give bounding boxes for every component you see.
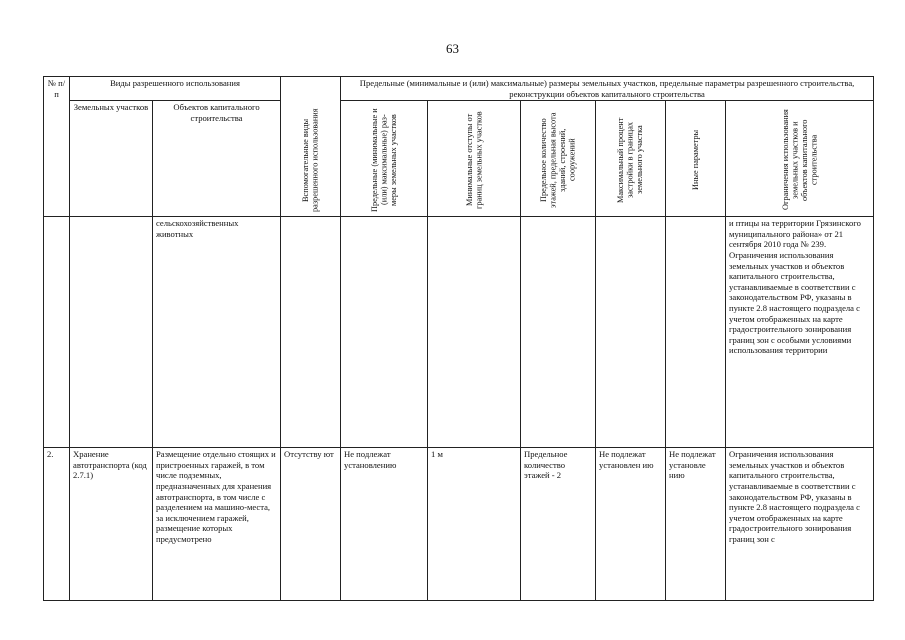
cell-capital: Размещение отдельно стоящих и пристроенных гаражей, в том числе подземных, предназначенных для хранения автотранспорта, в том числе с разделением на машино-места, за исключением гаражей, размещение которых предусмотрено [153,448,281,601]
header-aux-cell [281,77,341,217]
cell-restrictions: и птицы на территории Грязинского муниципального района» от 21 сентября 2010 года № 239. Ограничения использования земельных участков и объектов капитального строительства, устанавливаемые в соответствии с законодательством РФ, указаны в пункте 2.8 настоящего подраздела с учетом отображенных на карте градостроительного зонирования границ зон с особыми условиями использования территории [726,217,874,448]
page-number: 63 [446,41,459,56]
cell-num [44,217,70,448]
header-limit-sizes: Предельные (минимальные и (или) максимальные) раз-меры земельных участков [369,108,398,213]
header-setbacks-cell [428,101,521,217]
header-capital: Объектов капитального строительства [153,101,281,217]
header-other: Иные параметры [690,130,700,191]
cell-aux: Отсутству ют [281,448,341,601]
header-num: № п/п [44,77,70,217]
header-limits-group: Предельные (минимальные и (или) максимальные) размеры земельных участков, предельные параметры разрешенного строительства, реконструкции объектов капитального строительства [341,77,874,101]
header-max-percent-cell [596,101,666,217]
cell-max-percent [596,217,666,448]
header-setbacks: Минимальные отступы от границ земельных участков [464,111,484,210]
header-restrictions: Ограничения использования земельных участков и объектов капитального строительства [780,109,819,211]
table-row [44,217,874,448]
table-row [44,448,874,601]
header-floors-cell [521,101,596,217]
cell-capital: сельскохозяйственных животных [153,217,281,448]
cell-floors: Предельное количество этажей - 2 [521,448,596,601]
cell-aux [281,217,341,448]
header-other-cell [666,101,726,217]
cell-land [70,217,153,448]
cell-other: Не подлежат установле нию [666,448,726,601]
cell-other [666,217,726,448]
cell-land: Хранение автотранспорта (код 2.7.1) [70,448,153,601]
header-row-1 [44,77,874,101]
cell-limit-sizes: Не подлежат установлению [341,448,428,601]
header-max-percent: Максимальный процент застройки в границах земельного участка [616,117,645,203]
zoning-regulations-table [43,76,874,601]
cell-setbacks [428,217,521,448]
header-restrictions-cell [726,101,874,217]
cell-floors [521,217,596,448]
header-limit-sizes-cell [341,101,428,217]
cell-num: 2. [44,448,70,601]
header-uses-group: Виды разрешенного использования [70,77,281,101]
cell-max-percent: Не подлежат установлен ию [596,448,666,601]
cell-setbacks: 1 м [428,448,521,601]
header-land: Земельных участков [70,101,153,217]
cell-restrictions: Ограничения использования земельных участков и объектов капитального строительства, устанавливаемые в соответствии с законодательством РФ, указаны в пункте 2.8 настоящего подраздела с учетом отображенных на карте градостроительного зонирования границ зон с [726,448,874,601]
header-row-2 [44,101,874,217]
header-aux: Вспомогательные виды разрешенного использования [301,108,320,212]
cell-limit-sizes [341,217,428,448]
header-floors: Предельное количество этажей, предельная высота зданий, строений, сооружений [539,112,577,208]
